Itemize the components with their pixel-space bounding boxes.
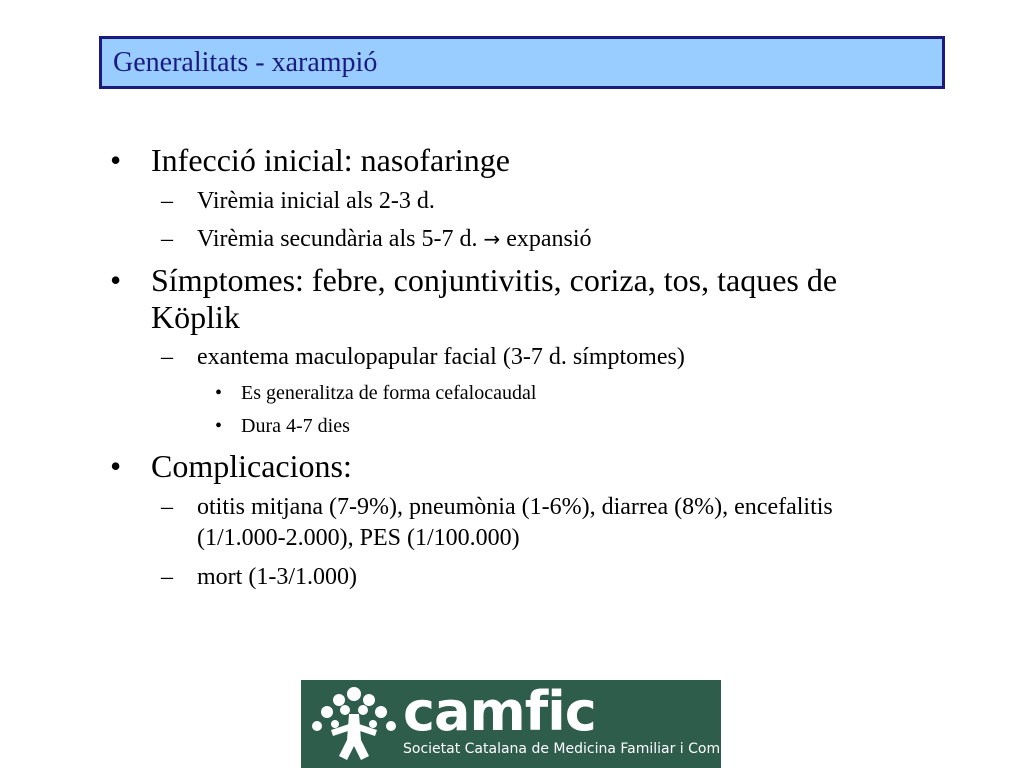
tree-person-icon bbox=[309, 684, 399, 764]
camfic-logo bbox=[301, 680, 775, 768]
logo-subtitle: Societat Catalana de Medicina Familiar i Comunitària bbox=[403, 741, 775, 757]
sub-sub-bullet-item bbox=[215, 380, 855, 406]
sub-sub-bullet-text: Es generalitza de forma cefalocaudal bbox=[241, 382, 537, 404]
bullet-text: Complicacions: bbox=[151, 448, 352, 484]
sub-bullet-text-after: expansió bbox=[506, 226, 592, 252]
arrow-right-icon: → bbox=[483, 227, 501, 251]
slide-title: Generalitats - xarampió bbox=[113, 47, 378, 78]
bullet-item bbox=[110, 448, 900, 485]
sub-bullet-text: exantema maculopapular facial (3-7 d. símptomes) bbox=[197, 344, 685, 370]
bullet-marker: • bbox=[215, 415, 223, 437]
bullet-marker: • bbox=[110, 448, 122, 484]
sub-bullet-text: mort (1-3/1.000) bbox=[197, 564, 357, 590]
sub-bullet-item bbox=[161, 224, 861, 255]
sub-bullet-item bbox=[161, 492, 841, 554]
bullet-item bbox=[110, 142, 900, 179]
dash-marker: – bbox=[161, 564, 173, 590]
bullet-marker: • bbox=[215, 382, 223, 404]
sub-bullet-text: Virèmia inicial als 2-3 d. bbox=[197, 188, 435, 214]
dash-marker: – bbox=[161, 344, 173, 370]
dash-marker: – bbox=[161, 226, 173, 252]
sub-sub-bullet-item bbox=[215, 413, 855, 439]
sub-bullet-item bbox=[161, 186, 861, 217]
sub-bullet-text: otitis mitjana (7-9%), pneumònia (1-6%), diarrea (8%), encefalitis (1/1.000-2.000), PES (1/100.000) bbox=[197, 494, 833, 551]
dash-marker: – bbox=[161, 188, 173, 214]
sub-bullet-item bbox=[161, 342, 861, 373]
logo-name: camfic bbox=[403, 680, 596, 743]
sub-bullet-item bbox=[161, 562, 861, 593]
bullet-text: Infecció inicial: nasofaringe bbox=[151, 142, 510, 178]
bullet-marker: • bbox=[110, 262, 122, 298]
bullet-marker: • bbox=[110, 142, 122, 178]
bullet-item bbox=[110, 262, 900, 336]
sub-bullet-text-before: Virèmia secundària als 5-7 d. bbox=[197, 226, 478, 252]
bullet-text: Símptomes: febre, conjuntivitis, coriza, tos, taques de Köplik bbox=[151, 262, 838, 335]
sub-bullet-text bbox=[197, 224, 861, 255]
dash-marker: – bbox=[161, 494, 173, 520]
sub-sub-bullet-text: Dura 4-7 dies bbox=[241, 415, 350, 437]
